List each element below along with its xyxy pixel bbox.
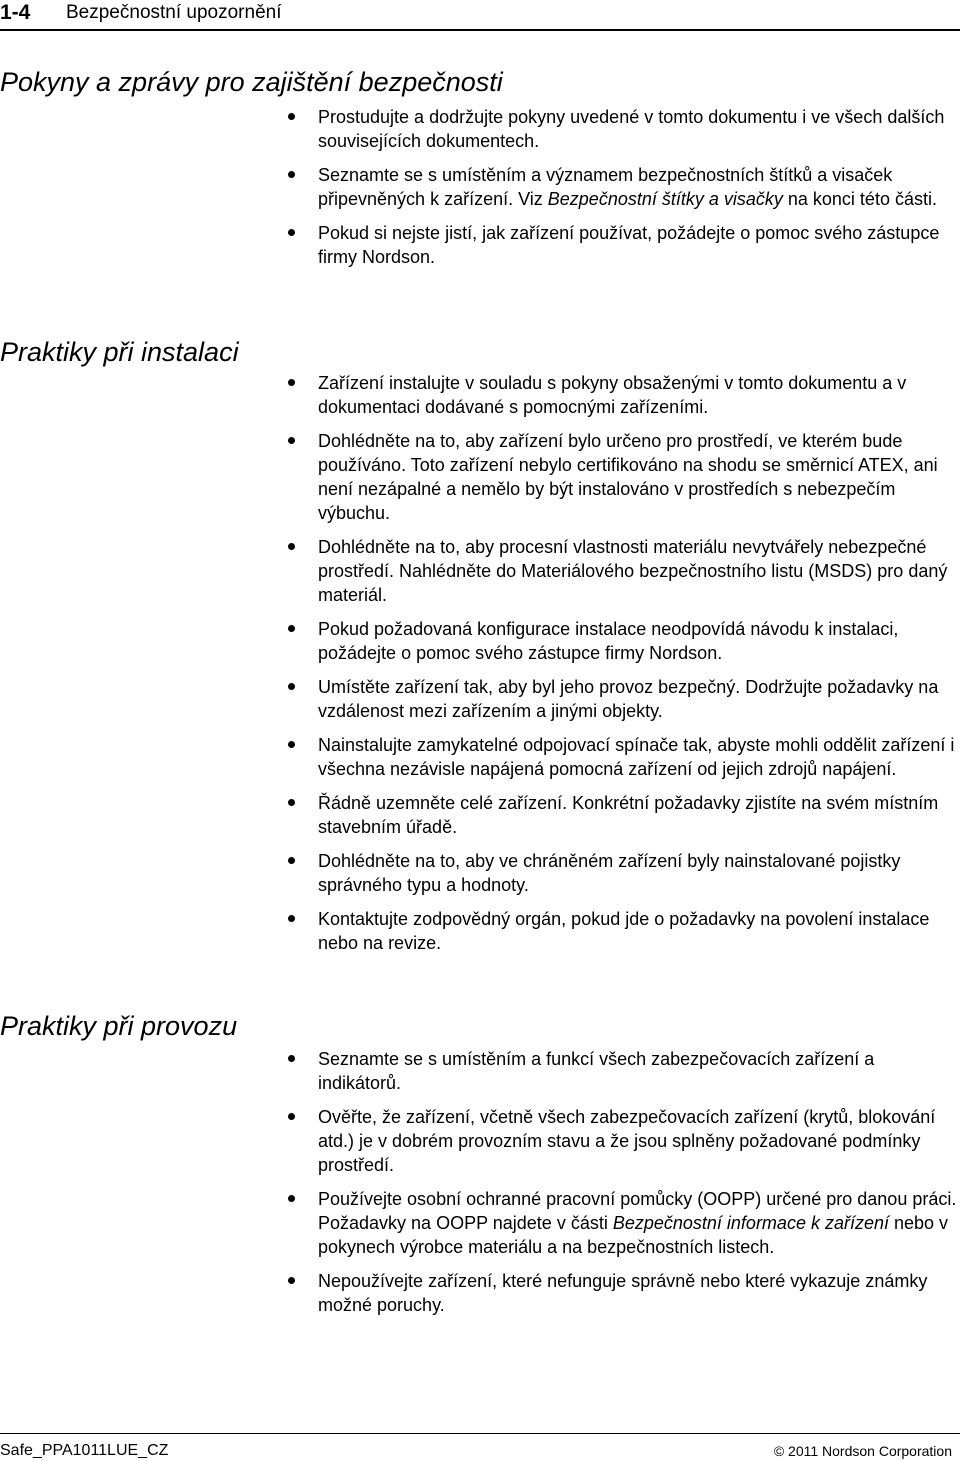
list-item: Ověřte, že zařízení, včetně všech zabezpečovacích zařízení (krytů, blokování atd.) je v dobrém provozním stavu a že jsou splněny požadované podmínky prostředí. <box>318 1105 960 1177</box>
list-item: Dohlédněte na to, aby ve chráněném zařízení byly nainstalované pojistky správného typu a hodnoty. <box>318 849 960 897</box>
list-item: Dohlédněte na to, aby procesní vlastnosti materiálu nevytvářely nebezpečné prostředí. Nahlédněte do Materiálového bezpečnostního listu (MSDS) pro daný materiál. <box>318 535 960 607</box>
installation-heading: Praktiky při instalaci <box>0 337 239 367</box>
footer-doc-code: Safe_PPA1011LUE_CZ <box>0 1442 169 1459</box>
list-item: Pokud si nejste jistí, jak zařízení používat, požádejte o pomoc svého zástupce firmy Nordson. <box>318 221 960 269</box>
installation-bullet-list <box>318 371 960 965</box>
list-item: Kontaktujte zodpovědný orgán, pokud jde o požadavky na povolení instalace nebo na revize. <box>318 907 960 955</box>
page-header <box>0 0 960 30</box>
list-item: Nainstalujte zamykatelné odpojovací spínače tak, abyste mohli oddělit zařízení i všechna nezávisle napájená pomocná zařízení od jejich zdrojů napájení. <box>318 733 960 781</box>
list-item: Pokud požadovaná konfigurace instalace neodpovídá návodu k instalaci, požádejte o pomoc svého zástupce firmy Nordson. <box>318 617 960 665</box>
page-number: 1-4 <box>0 1 31 24</box>
list-item: Používejte osobní ochranné pracovní pomůcky (OOPP) určené pro danou práci. Požadavky na OOPP najdete v části Bezpečnostní informace k zařízení nebo v pokynech výrobce materiálu a na bezpečnostních listech. <box>318 1187 960 1259</box>
main-bullet-list <box>318 105 960 279</box>
list-item: Seznamte se s umístěním a funkcí všech zabezpečovacích zařízení a indikátorů. <box>318 1047 960 1095</box>
header-rule <box>0 29 960 31</box>
header-title: Bezpečnostní upozornění <box>66 2 282 23</box>
footer-copyright: © 2011 Nordson Corporation <box>773 1443 952 1459</box>
list-item: Umístěte zařízení tak, aby byl jeho provoz bezpečný. Dodržujte požadavky na vzdálenost mezi zařízením a jinými objekty. <box>318 675 960 723</box>
list-item: Prostudujte a dodržujte pokyny uvedené v tomto dokumentu i ve všech dalších souvisejících dokumentech. <box>318 105 960 153</box>
list-item: Dohlédněte na to, aby zařízení bylo určeno pro prostředí, ve kterém bude používáno. Toto zařízení nebylo certifikováno na shodu se směrnicí ATEX, ani není nezápalné a nemělo by být instalováno v prostředích s nebezpečím výbuchu. <box>318 429 960 525</box>
list-item: Seznamte se s umístěním a významem bezpečnostních štítků a visaček připevněných k zařízení. Viz Bezpečnostní štítky a visačky na konci této části. <box>318 163 960 211</box>
list-item: Řádně uzemněte celé zařízení. Konkrétní požadavky zjistíte na svém místním stavebním úřadě. <box>318 791 960 839</box>
main-heading: Pokyny a zprávy pro zajištění bezpečnosti <box>0 67 503 97</box>
operation-bullet-list <box>318 1047 960 1327</box>
operation-heading: Praktiky při provozu <box>0 1011 238 1041</box>
footer-rule <box>0 1433 960 1434</box>
list-item: Zařízení instalujte v souladu s pokyny obsaženými v tomto dokumentu a v dokumentaci dodávané s pomocnými zařízeními. <box>318 371 960 419</box>
list-item: Nepoužívejte zařízení, které nefunguje správně nebo které vykazuje známky možné poruchy. <box>318 1269 960 1317</box>
